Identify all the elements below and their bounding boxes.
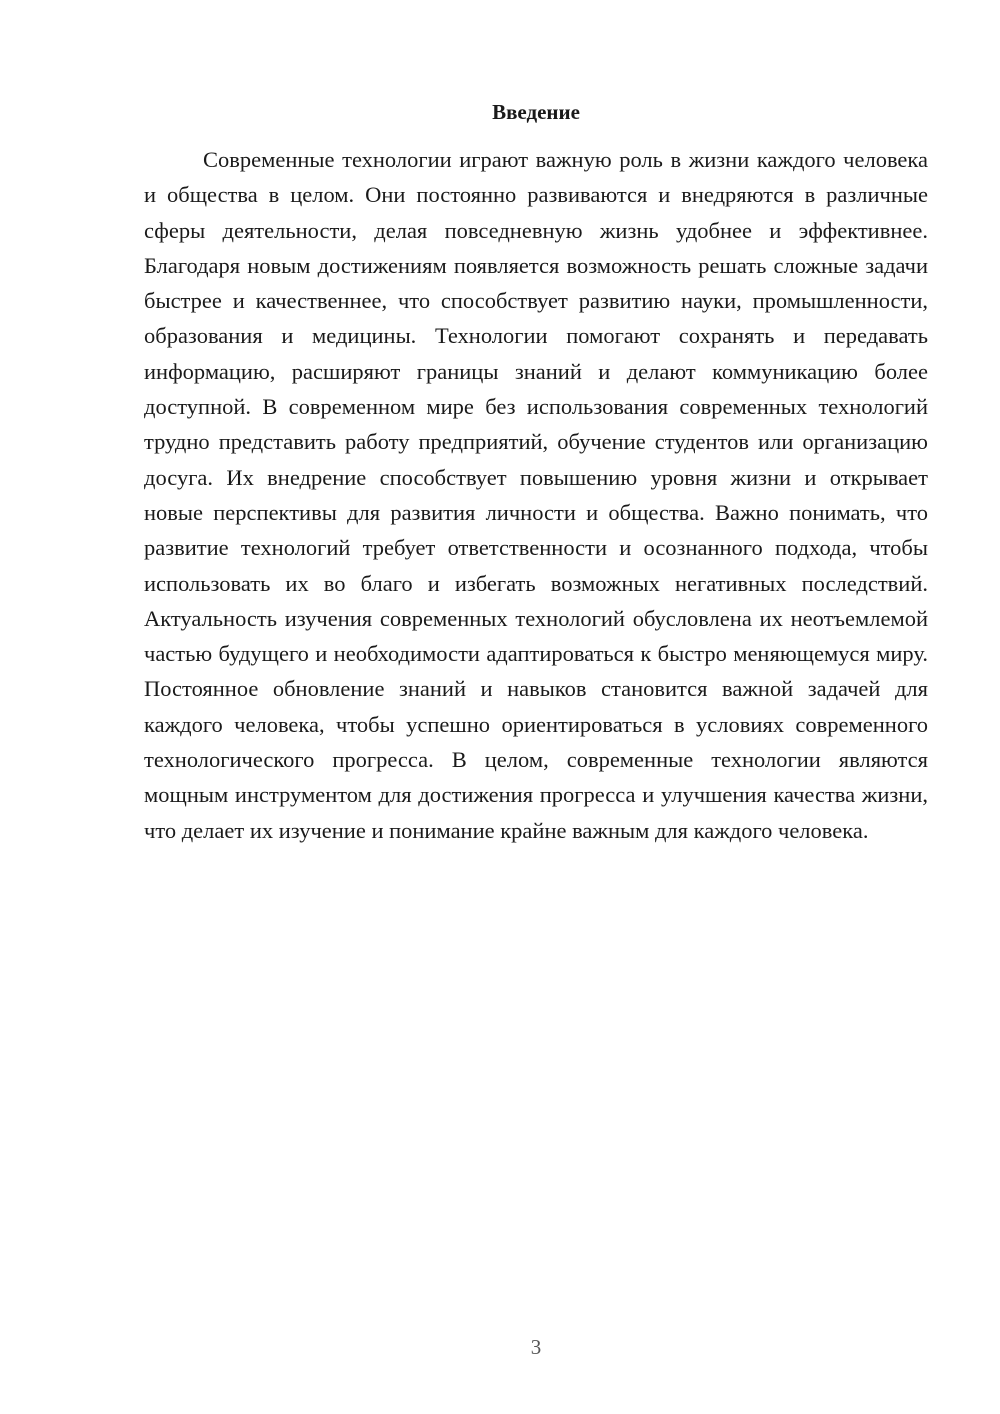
section-heading: Введение <box>492 100 580 124</box>
page-number: 3 <box>530 1335 542 1359</box>
body-paragraph: Современные технологии играют важную роль в жизни каждого человека и общества в целом. Они постоянно развиваются и внедряются в различные сферы деятельности, делая повседневную жизнь удобнее и эффективнее. Благодаря новым достижениям появляется возможность решать сложные задачи быстрее и качественнее, что способствует развитию науки, промышленности, образования и медицины. Технологии помогают сохранять и передавать информацию, расширяют границы знаний и делают коммуникацию более доступной. В современном мире без использования современных технологий трудно представить работу предприятий, обучение студентов или организацию досуга. Их внедрение способствует повышению уровня жизни и открывает новые перспективы для развития личности и общества. Важно понимать, что развитие технологий требует ответственности и осознанного подхода, чтобы использовать их во благо и избегать возможных негативных последствий. Актуальность изучения современных технологий обусловлена их неотъемлемой частью будущего и необходимости адаптироваться к быстро меняющемуся миру. Постоянное обновление знаний и навыков становится важной задачей для каждого человека, чтобы успешно ориентироваться в условиях современного технологического прогресса. В целом, современные технологии являются мощным инструментом для достижения прогресса и улучшения качества жизни, что делает их изучение и понимание крайне важным для каждого человека. <box>144 147 928 843</box>
